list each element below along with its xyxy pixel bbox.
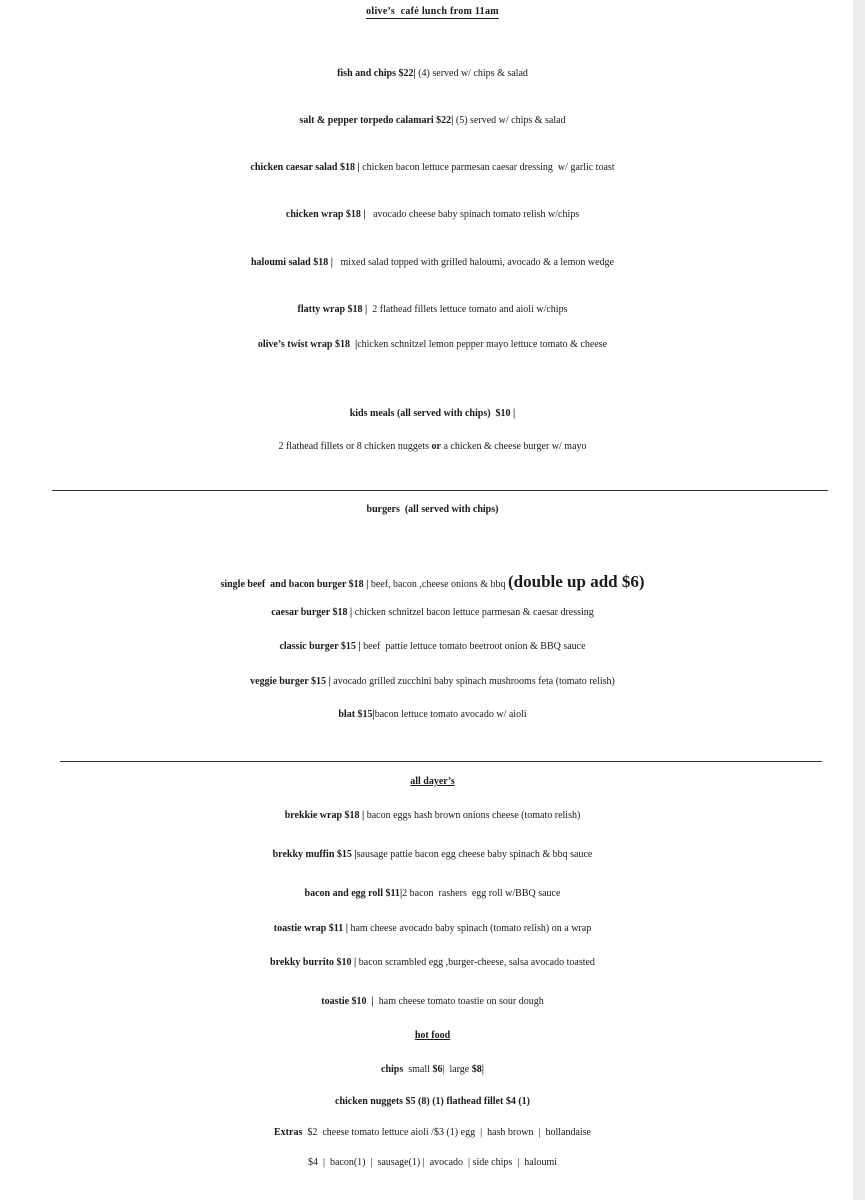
item-name: brekky burrito $10 [270, 957, 352, 968]
item-description: sausage pattie bacon egg cheese baby spinach & bbq sauce [356, 849, 593, 860]
menu-item-blat [0, 709, 865, 720]
item-separator: | [354, 162, 363, 173]
kids-desc-part-a: 2 flathead fillets or 8 chicken nuggets [278, 441, 432, 452]
item-name: bacon and egg roll $11 [304, 888, 400, 899]
item-separator: | [360, 209, 374, 220]
item-description: bacon scrambled egg ,burger-cheese, salsa avocado toasted [358, 957, 595, 968]
item-separator: | [362, 304, 373, 315]
all-dayers-heading-text: all dayer’s [410, 776, 455, 787]
menu-item-brekkie-wrap [0, 810, 865, 821]
item-separator: | [413, 68, 416, 79]
item-extra: (double up add $6) [508, 572, 645, 591]
item-name: toastie wrap $11 [273, 923, 344, 934]
chips-separator: | [481, 1064, 484, 1075]
menu-item-brekky-muffin [0, 849, 865, 860]
item-description: chicken schnitzel lemon pepper mayo lettuce tomato & cheese [357, 339, 608, 350]
kids-meals-heading [0, 408, 865, 419]
burgers-heading [0, 504, 865, 515]
menu-item-classic-burger [0, 641, 865, 652]
item-description: beef pattie lettuce tomato beetroot onion & BBQ sauce [363, 641, 586, 652]
item-name: olive’s twist wrap $18 [257, 339, 350, 350]
menu-item-olives-twist-wrap [0, 339, 865, 350]
item-description: avocado grilled zucchini baby spinach mushrooms feta (tomato relish) [333, 676, 615, 687]
item-name: chicken caesar salad $18 [250, 162, 355, 173]
menu-item-veggie-burger [0, 676, 865, 687]
item-name: blat $15 [338, 709, 373, 720]
item-separator: | [351, 849, 357, 860]
item-separator: | [366, 996, 379, 1007]
item-name: haloumi salad $18 [251, 257, 329, 268]
chips-name: chips [381, 1064, 404, 1075]
item-name: toastie $10 [321, 996, 367, 1007]
item-separator: | [351, 957, 359, 968]
item-separator: | [363, 579, 371, 590]
extras-line-2 [0, 1157, 865, 1168]
item-name: caesar burger $18 [271, 607, 348, 618]
page-edge-shadow [853, 0, 865, 1200]
divider-rule [52, 490, 828, 491]
item-description: avocado cheese baby spinach tomato relish w/chips [373, 209, 580, 220]
menu-item-calamari [0, 115, 865, 126]
kids-meals-description [0, 441, 865, 452]
menu-item-brekky-burrito [0, 957, 865, 968]
hot-food-heading [0, 1030, 865, 1041]
extras-label: Extras [274, 1127, 303, 1138]
chips-small-price: $6 [432, 1064, 443, 1075]
chips-line [0, 1064, 865, 1075]
kids-heading-text: kids meals (all served with chips) $10 | [349, 408, 516, 419]
extras-line-1 [0, 1127, 865, 1138]
item-description: (5) served w/ chips & salad [453, 115, 566, 126]
item-description: 2 bacon rashers egg roll w/BBQ sauce [402, 888, 561, 899]
burgers-heading-text: burgers (all served with chips) [366, 504, 499, 515]
item-name: single beef and bacon burger $18 [220, 579, 364, 590]
nuggets-fillet-line [0, 1096, 865, 1107]
item-separator: | [359, 810, 367, 821]
item-separator: | [350, 339, 358, 350]
divider-rule [60, 761, 822, 762]
item-separator: | [326, 676, 334, 687]
item-description: beef, bacon ,cheese onions & bbq [370, 579, 509, 590]
item-description: (4) served w/ chips & salad [415, 68, 528, 79]
item-name: chicken wrap $18 [285, 209, 361, 220]
kids-desc-or: or [431, 441, 441, 452]
menu-item-chicken-caesar-salad [0, 162, 865, 173]
item-separator: | [355, 641, 364, 652]
item-name: brekkie wrap $18 [284, 810, 360, 821]
item-name: salt & pepper torpedo calamari $22 [299, 115, 452, 126]
menu-item-toastie [0, 996, 865, 1007]
item-description: ham cheese tomato toastie on sour dough [378, 996, 544, 1007]
menu-item-bacon-egg-roll [0, 888, 865, 899]
chips-small-label: small [403, 1064, 433, 1075]
menu-item-beef-bacon-burger [0, 572, 865, 592]
menu-item-fish-and-chips [0, 68, 865, 79]
nuggets-fillet-text: chicken nuggets $5 (8) (1) flathead fillet $4 (1) [335, 1096, 530, 1107]
kids-desc-part-b: a chicken & cheese burger w/ mayo [440, 441, 587, 452]
extras-text-2: $4 | bacon(1) | sausage(1) | avocado | side chips | haloumi [307, 1157, 558, 1168]
item-separator: | [343, 923, 351, 934]
menu-item-toastie-wrap [0, 923, 865, 934]
item-name: brekky muffin $15 [272, 849, 352, 860]
item-separator: | [347, 607, 355, 618]
menu-item-haloumi-salad [0, 257, 865, 268]
menu-item-chicken-wrap [0, 209, 865, 220]
chips-large-price: $8 [471, 1064, 482, 1075]
hot-food-heading-text: hot food [414, 1030, 451, 1041]
item-description: ham cheese avocado baby spinach (tomato relish) on a wrap [350, 923, 592, 934]
menu-item-flatty-wrap [0, 304, 865, 315]
chips-large-label: | large [442, 1064, 472, 1075]
item-separator: | [399, 888, 403, 899]
item-description: bacon eggs hash brown onions cheese (tomato relish) [366, 810, 581, 821]
item-description: chicken schnitzel bacon lettuce parmesan & caesar dressing [354, 607, 594, 618]
menu-title: olive’s café lunch from 11am [366, 6, 499, 17]
all-dayers-heading [0, 776, 865, 787]
menu-item-caesar-burger [0, 607, 865, 618]
item-name: flatty wrap $18 [297, 304, 363, 315]
item-description: bacon lettuce tomato avocado w/ aioli [374, 709, 527, 720]
item-name: classic burger $15 [279, 641, 356, 652]
item-description: mixed salad topped with grilled haloumi, avocado & a lemon wedge [340, 257, 614, 268]
item-description: 2 flathead fillets lettuce tomato and aioli w/chips [372, 304, 568, 315]
item-separator: | [372, 709, 375, 720]
item-separator: | [451, 115, 454, 126]
item-name: fish and chips $22 [337, 68, 414, 79]
extras-text-1: $2 cheese tomato lettuce aioli /$3 (1) egg | hash brown | hollandaise [302, 1127, 591, 1138]
item-name: veggie burger $15 [250, 676, 327, 687]
item-description: chicken bacon lettuce parmesan caesar dressing w/ garlic toast [362, 162, 615, 173]
item-separator: | [328, 257, 341, 268]
